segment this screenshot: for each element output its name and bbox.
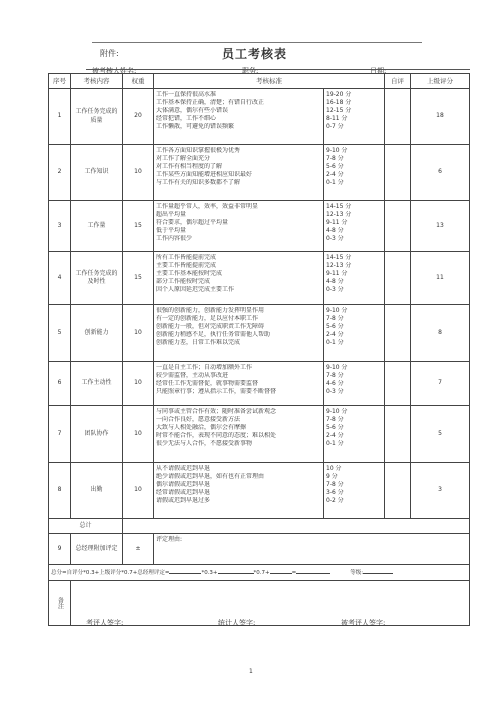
row-number: 5 [49,305,71,362]
row-content: 出勤 [71,463,123,519]
criteria-line: 工作内容很少 [156,235,193,243]
score-range-cell [324,89,385,145]
row-number: 6 [49,362,71,406]
col-header-superior: 上级评分 [411,74,470,89]
score-range: 2-4 分 [326,331,344,339]
table-row [49,145,470,201]
col-header-weight: 权重 [123,74,154,89]
total-label: 总计 [49,519,123,534]
criteria-line: 从不请假或迟到早退 [156,465,211,472]
statistician-signature-label: 统计人签字: [218,619,256,627]
criteria-line: 与同事或主管合作有效；随时准备尝试新观念 [156,408,277,415]
superior-score-field[interactable]: 6 [411,145,470,201]
row-content: 工作量 [71,201,123,252]
note-field[interactable] [71,581,470,626]
total-value[interactable] [123,519,470,534]
criteria-line: 工作某些方面知能增进相应知识最好 [156,171,253,179]
criteria-line: 很强的创新能力，创新能力发挥明显作用 [156,307,265,314]
score-range: 9-11 分 [326,219,348,227]
criteria-cell [154,145,324,201]
blank-self-score[interactable] [169,567,201,574]
criteria-cell [154,406,324,463]
table-row [49,406,470,463]
criteria-line: 时常不能合作，表现不同意的态度；难以相处 [156,432,277,440]
criteria-line: 大体满意，偶尔有些小错误 [156,107,229,115]
top-rule [92,42,422,43]
criteria-line: 对工作有相当程度的了解 [156,163,223,171]
position-label: 职务: [242,67,259,75]
criteria-cell [154,463,324,519]
adjustment-mark[interactable]: ± [123,534,154,565]
formula-eq: = [291,570,297,577]
score-range: 5-6 分 [326,323,344,331]
assessment-table [48,73,470,626]
self-score-field[interactable] [385,145,411,201]
score-range: 16-18 分 [326,99,352,107]
criteria-line: 创新能力稍感不足，执行任务常需他人帮助 [156,331,271,339]
row-weight: 20 [123,89,154,145]
blank-total[interactable] [296,567,330,574]
table-row [49,252,470,305]
criteria-line: 经常犯错，工作不细心 [156,115,217,123]
score-range: 4-6 分 [326,380,344,388]
self-score-field[interactable] [385,305,411,362]
criteria-cell [154,201,324,252]
blank-grade[interactable] [363,567,393,574]
attachment-label: 附件: [100,49,119,58]
score-range-cell [324,252,385,305]
score-range: 0-1 分 [326,440,344,448]
col-header-content: 考核内容 [71,74,123,89]
table-row [49,305,470,362]
row-number: 3 [49,201,71,252]
score-range: 9-10 分 [326,408,348,415]
score-range-cell [324,362,385,406]
score-range: 5-6 分 [326,163,344,171]
criteria-line: 所有工作皆能提前完成 [156,254,217,261]
formula-cell [49,565,470,581]
self-score-field[interactable] [385,406,411,463]
score-range: 12-13 分 [326,262,352,270]
superior-score-field[interactable]: 8 [411,305,470,362]
row-weight: 10 [123,463,154,519]
table-row [49,362,470,406]
criteria-line: 大致与人相处融洽，偶尔会有摩擦 [156,424,247,432]
score-range: 19-20 分 [326,91,352,98]
row-number: 1 [49,89,71,145]
criteria-line: 有一定的创新能力，足以应付本职工作 [156,315,259,323]
row-weight: 10 [123,362,154,406]
criteria-line: 创新能力一般，但对完成职责工作无障碍 [156,323,265,331]
score-range: 7-8 分 [326,372,344,380]
assessor-signature-label: 考评人签字: [86,619,124,627]
score-range-cell [324,406,385,463]
score-range: 0-3 分 [326,388,344,396]
score-range: 9-10 分 [326,364,348,371]
formula-row [49,565,470,581]
note-label: 备注 [49,581,71,626]
row-number: 8 [49,463,71,519]
score-range: 2-4 分 [326,171,344,179]
row-weight: 10 [123,305,154,362]
grade-label: 等级: [350,570,364,577]
row-content: 创新能力 [71,305,123,362]
table-row [49,463,470,519]
assessee-signature-label: 被考评人签字: [341,619,386,627]
criteria-line: 经常任工作无需督促，就事物需要监督 [156,380,259,388]
criteria-line: 超出平均量 [156,211,187,219]
score-range-cell [324,463,385,519]
score-range: 4-8 分 [326,227,344,235]
superior-score-field[interactable]: 7 [411,362,470,406]
criteria-line: 主要工作皆能提前完成 [156,262,217,270]
criteria-line: 工作量超乎常人，效率，效益非常明显 [156,203,259,210]
criteria-line: 偶尔请假或迟到早退 [156,481,211,489]
criteria-line: 一直是自主工作；自动增加额外工作 [156,364,253,371]
table-row [49,201,470,252]
criteria-line: 部分工作能按时完成 [156,278,211,286]
score-range: 12-15 分 [326,107,352,115]
criteria-line: 经常请假或迟到早退 [156,489,211,497]
superior-score-field[interactable]: 5 [411,406,470,463]
criteria-line: 与工作有关的知识多数都不了解 [156,179,241,187]
score-range: 8-11 分 [326,115,348,123]
criteria-cell [154,252,324,305]
criteria-line: 工作各方面知识掌握很极为优秀 [156,147,241,154]
formula-prefix: 总分=自评分*0.3+上级评分*0.7+总经理评定= [51,570,170,577]
row-content: 工作任务完成的质量 [71,89,123,145]
score-range: 0-3 分 [326,286,344,294]
page-title: 员工考核表 [222,47,288,61]
score-range: 9-11 分 [326,270,348,278]
superior-score-field[interactable]: 13 [411,201,470,252]
criteria-cell [154,89,324,145]
self-score-field[interactable] [385,89,411,145]
score-range: 3-6 分 [326,489,344,497]
score-range: 4-8 分 [326,278,344,286]
score-range: 0-7 分 [326,123,344,131]
table-row [49,534,470,565]
blank-superior-score[interactable] [218,567,254,574]
criteria-line: 对工作了解全面充分 [156,155,211,163]
criteria-line: 主要工作基本能按时完成 [156,270,223,278]
row-number: 7 [49,406,71,463]
superior-score-field[interactable]: 18 [411,89,470,145]
row-content: 团队协作 [71,406,123,463]
reason-field[interactable] [154,534,470,565]
score-range: 9 分 [326,473,338,481]
col-header-no: 序号 [49,74,71,89]
criteria-line: 工作基本保持正确，清楚；有错自行改正 [156,99,265,107]
score-range: 9-10 分 [326,307,348,314]
score-range: 14-15 分 [326,254,352,261]
score-range: 0-1 分 [326,339,344,347]
row-content: 工作主动性 [71,362,123,406]
score-range: 9-10 分 [326,147,348,154]
header-underline [86,69,470,70]
row-number: 4 [49,252,71,305]
row-content: 工作任务完成的及时性 [71,252,123,305]
row-weight: 10 [123,406,154,463]
table-row [49,89,470,145]
criteria-line: 低于平均量 [156,227,187,235]
superior-score-field[interactable]: 3 [411,463,470,519]
row-weight: 10 [123,145,154,201]
table-header-row [49,74,470,89]
criteria-line: 绝少请假或迟到早退，如有也有正常理由 [156,473,265,481]
criteria-line: 因个人原因延迟完成主要工作 [156,286,235,294]
score-range-cell [324,145,385,201]
row-content: 总经理附加评定 [71,534,123,565]
criteria-line: 符合要求，偶尔超过平均量 [156,219,229,227]
criteria-line: 较少需监督，主动从事改进 [156,372,229,380]
blank-gm-score[interactable] [270,567,292,574]
date-label: 日期: [370,67,387,75]
score-range: 7-8 分 [326,416,344,424]
row-number: 2 [49,145,71,201]
criteria-cell [154,362,324,406]
score-range: 7-8 分 [326,481,344,489]
criteria-line: 请假或迟到早退过多 [156,497,211,505]
score-range: 0-1 分 [326,179,344,187]
criteria-line: 工作懒散，可避免的错误频繁 [156,123,235,131]
criteria-cell [154,305,324,362]
criteria-line: 工作一直保持很高水准 [156,91,217,98]
row-content: 工作知识 [71,145,123,201]
score-range: 2-4 分 [326,432,344,440]
score-range: 7-8 分 [326,315,344,323]
row-weight: 15 [123,252,154,305]
superior-score-field[interactable]: 11 [411,252,470,305]
assessee-name-label: 被考核人姓名: [92,67,137,75]
total-row [49,519,470,534]
col-header-criteria: 考核标准 [154,74,385,89]
criteria-line: 创新能力差，日常工作难以完成 [156,339,241,347]
page-number: 1 [249,668,253,675]
self-score-field[interactable] [385,362,411,406]
formula-part1: *0.3+ [201,570,218,577]
score-range: 5-6 分 [326,424,344,432]
score-range: 10 分 [326,465,342,472]
score-range: 7-8 分 [326,155,344,163]
self-score-field[interactable] [385,201,411,252]
criteria-line: 只能照章行事；遵从指示工作，需要不断督督 [156,388,277,396]
formula-part2: *0.7+ [253,570,270,577]
self-score-field[interactable] [385,252,411,305]
reason-label: 评定理由: [156,536,183,543]
score-range: 0-2 分 [326,497,344,505]
score-range: 12-13 分 [326,211,352,219]
col-header-self: 自评 [385,74,411,89]
score-range-cell [324,201,385,252]
criteria-line: 很少无法与人合作，不愿接受新事物 [156,440,253,448]
self-score-field[interactable] [385,463,411,519]
row-weight: 15 [123,201,154,252]
row-number: 9 [49,534,71,565]
score-range: 14-15 分 [326,203,352,210]
score-range: 0-3 分 [326,235,344,243]
score-range-cell [324,305,385,362]
criteria-line: 一向合作良好，愿意接受新方法 [156,416,241,424]
